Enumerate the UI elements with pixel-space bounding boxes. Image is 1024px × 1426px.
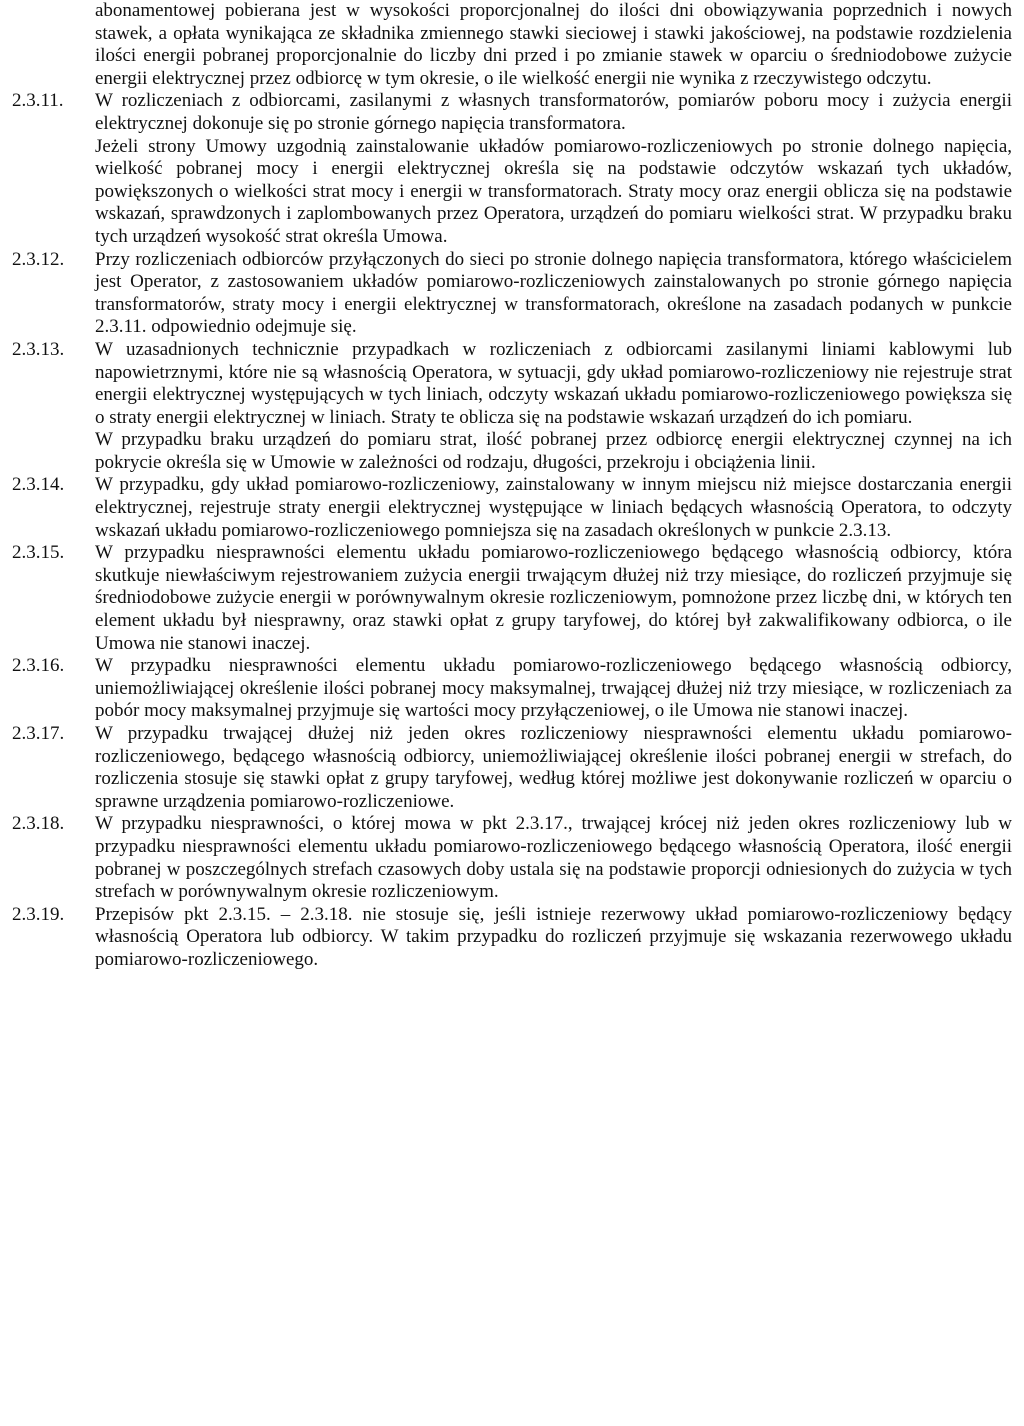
- intro-paragraph: abonamentowej pobierana jest w wysokości proporcjonalnej do ilości dni obowiązywania poprzednich i nowych stawek, a opłata wynikająca ze składnika zmiennego stawki sieciowej i stawki jakościowej, na podstawie rozdzielenia ilości energii pobranej proporcjonalnie do liczby dni przed i po zmianie stawek w oparciu o średniodobowe zużycie energii elektrycznej przez odbiorcę w tym okresie, o ile wielkość energii nie wynika z rzeczywistego odczytu.: [95, 0, 1012, 89]
- section-body: [95, 904, 1012, 972]
- section-number: 2.3.19.: [12, 903, 65, 925]
- section-paragraph: Przepisów pkt 2.3.15. – 2.3.18. nie stosuje się, jeśli istnieje rezerwowy układ pomiarowo-rozliczeniowy będący własnością Operatora lub odbiorcy. W takim przypadku do rozliczeń przyjmuje się wskazania rezerwowego układu pomiarowo-rozliczeniowego.: [95, 903, 1012, 970]
- section-2-3-11: [12, 90, 1012, 248]
- section-body: [95, 90, 1012, 248]
- section-2-3-15: [12, 542, 1012, 655]
- section-paragraph: Przy rozliczeniach odbiorców przyłączonych do sieci po stronie dolnego napięcia transformatora, którego właścicielem jest Operator, z zastosowaniem układów pomiarowo-rozliczeniowych zainstalowanych po stronie górnego napięcia transformatorów, straty mocy i energii elektrycznej w transformatorach, określone na zasadach podanych w punkcie 2.3.11. odpowiednio odejmuje się.: [95, 248, 1012, 338]
- section-number: 2.3.17.: [12, 723, 65, 744]
- section-paragraph: W przypadku, gdy układ pomiarowo-rozliczeniowy, zainstalowany w innym miejscu niż miejsce dostarczania energii elektrycznej, rejestruje straty energii elektrycznej występujące w liniach będących własnością Operatora, to odczyty wskazań układu pomiarowo-rozliczeniowego pomniejsza się na zasadach określonych w punkcie 2.3.13.: [95, 474, 1012, 541]
- section-number: 2.3.13.: [12, 338, 65, 360]
- section-number: 2.3.12.: [12, 248, 65, 270]
- section-body: [95, 655, 1012, 723]
- section-2-3-17: [12, 723, 1012, 813]
- section-number: 2.3.14.: [12, 474, 65, 496]
- section-paragraph: W przypadku trwającej dłużej niż jeden okres rozliczeniowy niesprawności elementu układu pomiarowo-rozliczeniowego, będącego własnością odbiorcy, uniemożliwiającej określenie ilości pobranej energii w strefach, do rozliczenia stosuje się stawki opłat z grupy taryfowej, według której możliwe jest dokonywanie rozliczeń w oparciu o sprawne urządzenia pomiarowo-rozliczeniowe.: [95, 723, 1012, 812]
- section-paragraph: W uzasadnionych technicznie przypadkach w rozliczeniach z odbiorcami zasilanymi liniami kablowymi lub napowietrznymi, które nie są własnością Operatora, w sytuacji, gdy układ pomiarowo-rozliczeniowy nie rejestruje strat energii elektrycznej występujących w tych liniach, odczyty wskazań układu pomiarowo-rozliczeniowego powiększa się o straty energii elektrycznej w liniach. Straty te oblicza się na podstawie wskazań urządzeń do ich pomiaru.: [95, 338, 1012, 428]
- section-2-3-13: [12, 339, 1012, 475]
- section-paragraph: Jeżeli strony Umowy uzgodnią zainstalowanie układów pomiarowo-rozliczeniowych po stronie dolnego napięcia, wielkość pobranej mocy i energii elektrycznej określa się na podstawie odczytów wskazań tych układów, powiększonych o wielkości strat mocy i energii w transformatorach. Straty mocy oraz energii oblicza się na podstawie wskazań, sprawdzonych i zaplombowanych przez Operatora, urządzeń do pomiaru wielkości strat. W przypadku braku tych urządzeń wysokość strat określa Umowa.: [95, 135, 1012, 247]
- section-body: [95, 813, 1012, 903]
- section-body: [95, 339, 1012, 475]
- section-number: 2.3.11.: [12, 90, 64, 112]
- section-2-3-16: [12, 655, 1012, 723]
- section-paragraph: W przypadku niesprawności elementu układu pomiarowo-rozliczeniowego będącego własnością odbiorcy, uniemożliwiającej określenie ilości pobranej mocy maksymalnej, trwającej dłużej niż trzy miesiące, w rozliczeniach za pobór mocy maksymalnej przyjmuje się wartości mocy przyłączeniowej, o ile Umowa nie stanowi inaczej.: [95, 655, 1012, 722]
- section-2-3-18: [12, 813, 1012, 903]
- section-body: [95, 474, 1012, 542]
- section-number: 2.3.15.: [12, 542, 65, 564]
- section-2-3-19: [12, 904, 1012, 972]
- section-number: 2.3.16.: [12, 655, 65, 677]
- section-paragraph: W przypadku niesprawności, o której mowa w pkt 2.3.17., trwającej krócej niż jeden okres rozliczeniowy lub w przypadku niesprawności elementu układu pomiarowo-rozliczeniowego będącego własnością Operatora, ilość energii pobranej w poszczególnych strefach czasowych doby ustala się na podstawie proporcji odniesionych do zużycia w tych strefach w porównywalnym okresie rozliczeniowym.: [95, 813, 1012, 903]
- section-body: [95, 249, 1012, 339]
- section-2-3-12: [12, 249, 1012, 339]
- section-paragraph: W przypadku niesprawności elementu układu pomiarowo-rozliczeniowego będącego własnością odbiorcy, która skutkuje niewłaściwym rejestrowaniem zużycia energii trwającym dłużej niż trzy miesiące, do rozliczeń przyjmuje się średniodobowe zużycie energii w porównywalnym okresie rozliczeniowym, pomnożone przez liczbę dni, w których ten element układu był niesprawny, oraz stawki opłat z grupy taryfowej, do której był zakwalifikowany odbiorca, o ile Umowa nie stanowi inaczej.: [95, 542, 1012, 654]
- section-number: 2.3.18.: [12, 813, 65, 835]
- section-paragraph: W rozliczeniach z odbiorcami, zasilanymi z własnych transformatorów, pomiarów poboru mocy i zużycia energii elektrycznej dokonuje się po stronie górnego napięcia transformatora.: [95, 90, 1012, 134]
- section-body: [95, 723, 1012, 813]
- section-body: [95, 542, 1012, 655]
- section-2-3-14: [12, 474, 1012, 542]
- section-paragraph: W przypadku braku urządzeń do pomiaru strat, ilość pobranej przez odbiorcę energii elektrycznej czynnej na ich pokrycie określa się w Umowie w zależności od rodzaju, długości, przekroju i obciążenia linii.: [95, 429, 1012, 473]
